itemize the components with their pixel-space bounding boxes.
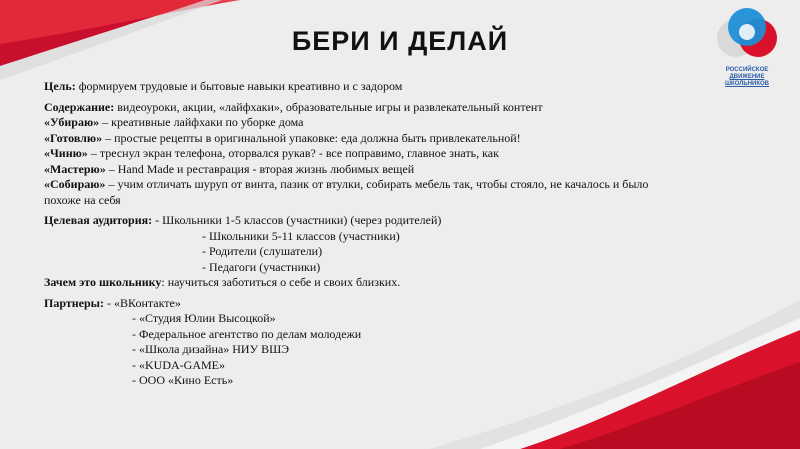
audience-item: - Родители (слушатели): [202, 244, 323, 258]
rubric-text: – учим отличать шуруп от винта, пазик от втулки, собирать мебель так, чтобы стояло, не качалось и было: [105, 177, 649, 191]
logo-text-line1: РОССИЙСКОЕ: [725, 67, 769, 73]
rubric-item: [44, 162, 734, 178]
why-line: [44, 275, 734, 291]
rubric-label: «Мастерю»: [44, 161, 106, 176]
page-title: БЕРИ И ДЕЛАЙ: [291, 26, 509, 56]
partners-label: Партнеры:: [44, 295, 105, 310]
rubric-label: «Готовлю»: [44, 130, 103, 145]
partner-item: - «ВКонтакте»: [104, 295, 181, 310]
logo-text-line2: ДВИЖЕНИЕ ШКОЛЬНИКОВ: [724, 74, 770, 87]
partner-item: - «Студия Юлии Высоцкой»: [132, 311, 276, 325]
goal-line: [44, 79, 734, 95]
partners-line: [44, 296, 734, 312]
rubric-item: [44, 131, 734, 147]
rubric-text: – Hand Made и реставрация - вторая жизнь любимых вещей: [105, 161, 415, 176]
partner-item: - Федеральное агентство по делам молодежи: [132, 326, 362, 341]
rubric-text: – простые рецепты в оригинальной упаковке: еда должна быть привлекательной!: [102, 130, 521, 145]
why-label: Зачем это школьнику: [44, 275, 162, 289]
rubric-item: [44, 146, 734, 162]
goal-text: формируем трудовые и бытовые навыки креативно и с задором: [75, 79, 403, 93]
content-line: [44, 100, 734, 116]
content-label: Содержание:: [44, 99, 115, 114]
rubric-item: [44, 177, 734, 193]
audience-item: - Педагоги (участники): [202, 259, 321, 274]
content-text: видеоуроки, акции, «лайфхаки», образовательные игры и развлекательный контент: [114, 99, 543, 114]
goal-label: Цель:: [44, 79, 76, 93]
audience-line: [44, 213, 734, 229]
audience-label: Целевая аудитория:: [44, 213, 153, 227]
rubric-continuation: похоже на себя: [44, 192, 121, 207]
audience-item: - Школьники 1-5 классов (участники) (через родителей): [152, 213, 442, 227]
partner-item: - ООО «Кино Есть»: [132, 373, 234, 387]
rubric-item: [44, 115, 734, 131]
slide-body: [44, 79, 734, 389]
rubric-label: «Собираю»: [44, 177, 106, 191]
audience-item: - Школьники 5-11 классов (участники): [202, 228, 400, 243]
rubric-label: «Чиню»: [44, 146, 88, 160]
why-text: : научиться заботиться о себе и своих близких.: [161, 275, 401, 289]
rubric-label: «Убираю»: [44, 115, 100, 129]
rubric-text: – креативные лайфхаки по уборке дома: [99, 115, 304, 129]
partner-item: - «Школа дизайна» НИУ ВШЭ: [132, 342, 290, 356]
partner-item: - «KUDA-GAME»: [132, 357, 225, 372]
rubric-text: – треснул экран телефона, оторвался рукав? - все поправимо, главное знать, как: [87, 146, 499, 160]
